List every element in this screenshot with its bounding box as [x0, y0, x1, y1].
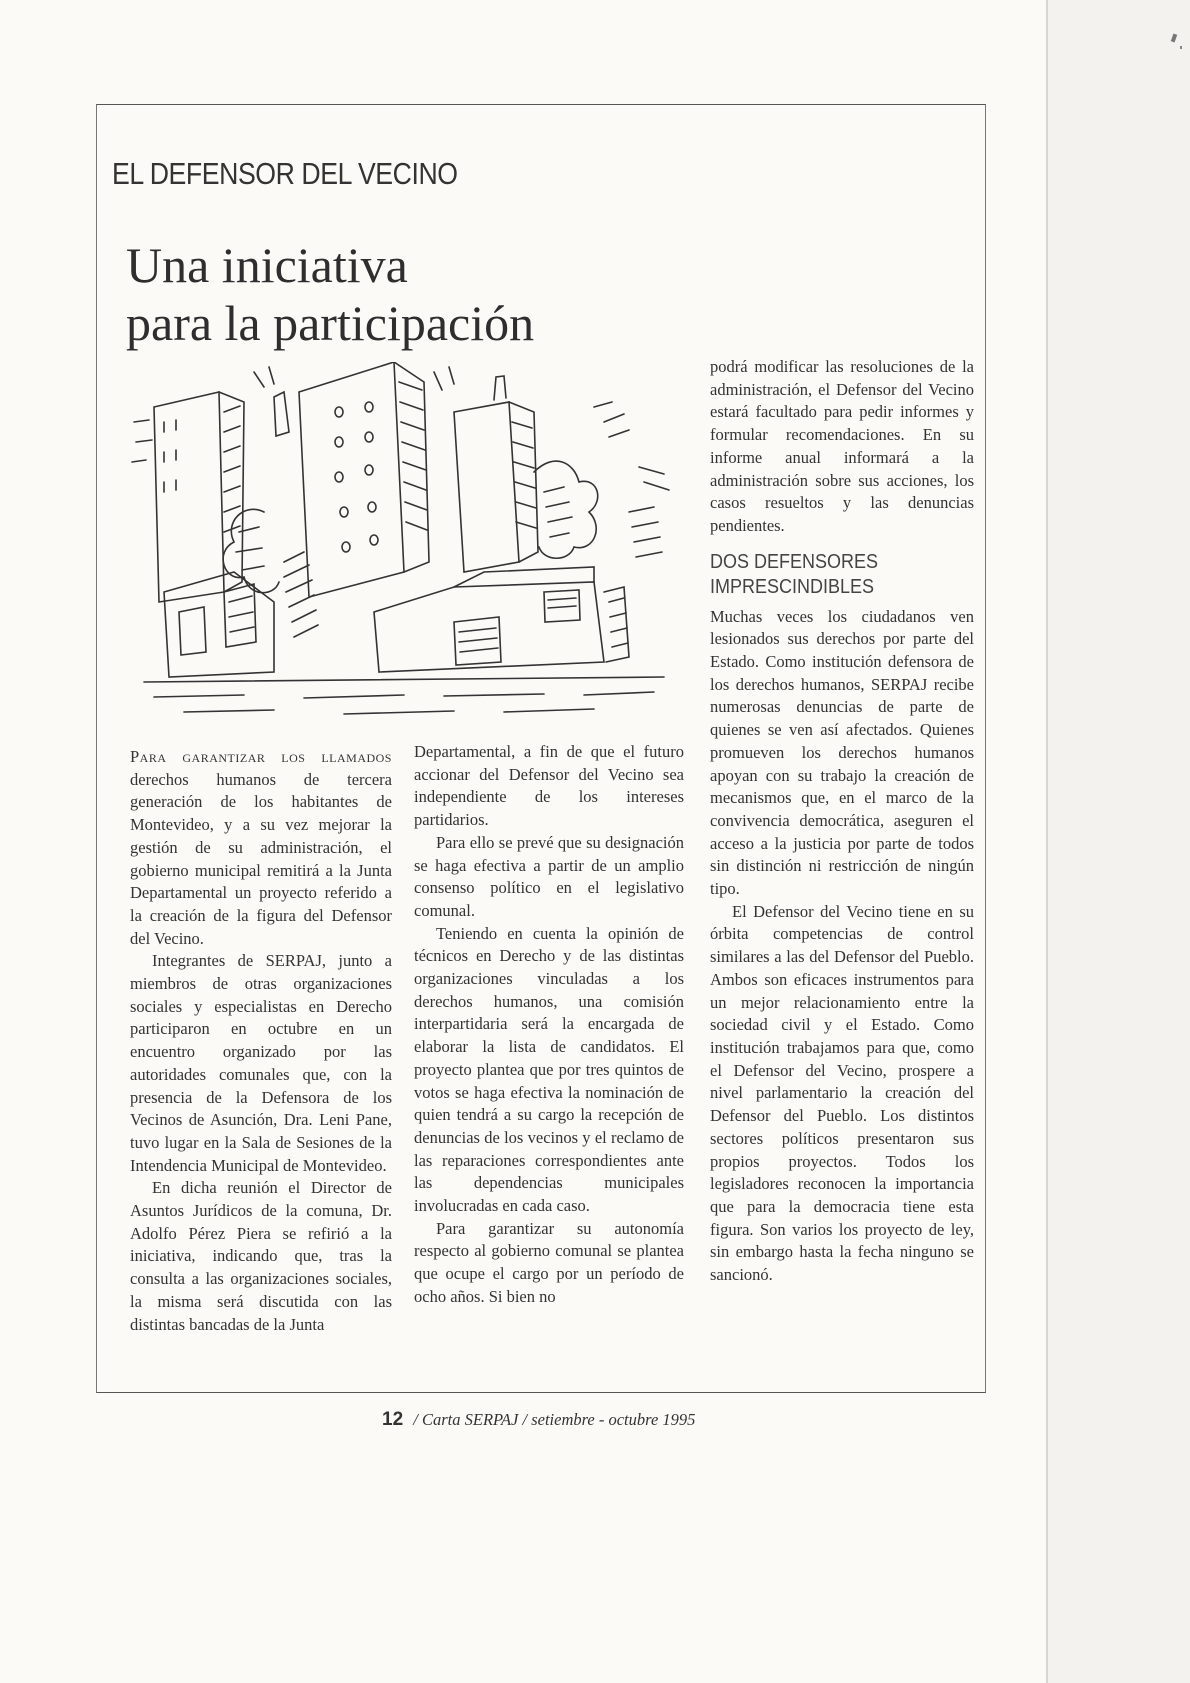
page-footer	[382, 1409, 695, 1431]
subheading	[710, 550, 948, 600]
paragraph: Integrantes de SERPAJ, junto a miembros de otras organizaciones sociales y especialistas en Derecho participaron en octubre en un encuentro organizado por las autoridades comunales que, con la presencia de la Defensora de los Vecinos de Asunción, Dra. Leni Pane, tuvo lugar en la Sala de Sesiones de la Intendencia Municipal de Montevideo.	[130, 951, 392, 1175]
article-headline	[126, 236, 534, 352]
city-buildings-sketch-icon	[124, 362, 684, 732]
headline-line-2: para la participación	[126, 295, 535, 351]
paragraph: Teniendo en cuenta la opinión de técnicos en Derecho y de las distintas organizaciones vinculadas a los derechos humanos, una comisión interpartidaria será la encargada de elaborar la lista de candidatos. El proyecto plantea que por tres quintos de votos se haga efectiva la nominación de quien tendrá a su cargo la recepción de denuncias de los vecinos y el reclamo de las reparaciones correspondientes ante las dependencias municipales involucradas en cada caso.	[414, 923, 684, 1216]
page-number: 12	[382, 1409, 404, 1430]
paragraph: Departamental, a fin de que el futuro accionar del Defensor del Vecino sea independiente de los intereses partidarios.	[414, 742, 684, 830]
paragraph: El Defensor del Vecino tiene en su órbita competencias de control similares a las del Defensor del Pueblo. Ambos son eficaces instrumentos para un mejor relacionamiento entre la sociedad civil y el Estado. Como institución trabajamos para que, como el Defensor del Vecino, prospere a nivel parlamentario la creación del Defensor del Pueblo. Los distintos sectores políticos presentaron sus propios proyectos. Todos los legisladores reconocen la importancia que para la democracia tiene esta figura. Son varios los proyecto de ley, sin embargo hasta la fecha ninguno se sancionó.	[710, 901, 974, 1285]
headline-line-1: Una iniciativa	[126, 237, 408, 293]
article-column-1	[130, 746, 392, 1336]
paragraph: En dicha reunión el Director de Asuntos Jurídicos de la comuna, Dr. Adolfo Pérez Piera se refirió a la iniciativa, indicando que, tras la consulta a las organizaciones sociales, la misma será discutida con las distintas bancadas de la Junta	[130, 1178, 392, 1334]
scan-speck	[1171, 34, 1177, 43]
paragraph: podrá modificar las resoluciones de la administración, el Defensor del Vecino estará facultado para pedir informes y formular recomendaciones. En su informe anual informará a la administración sobre sus acciones, los casos resueltos y las denuncias pendientes.	[710, 357, 974, 535]
paragraph: Muchas veces los ciudadanos ven lesionados sus derechos por parte del Estado. Como institución defensora de los derechos humanos, SERPAJ recibe numerosas denuncias de parte de quienes se ven así afectados. Quienes promueven los derechos humanos apoyan con su trabajo la creación de mecanismos que, en el marco de la convivencia democrática, aseguren el acceso a la justicia por parte de todos sin distinción ni restricción de ningún tipo.	[710, 606, 974, 899]
article-column-3	[710, 356, 974, 1287]
subheading-line-1: DOS DEFENSORES	[710, 550, 879, 573]
paragraph: Para garantizar su autonomía respecto al gobierno comunal se plantea que ocupe el cargo por un período de ocho años. Si bien no	[414, 1218, 684, 1306]
subheading-line-2: IMPRESCINDIBLES	[710, 575, 875, 598]
lead-in: Para garantizar los llamados	[130, 747, 392, 766]
article-column-2	[414, 741, 684, 1309]
paragraph: Para ello se prevé que su designación se haga efectiva a partir de un amplio consenso político en el legislativo comunal.	[414, 832, 684, 920]
scan-speck	[1180, 46, 1182, 49]
publication-line: / Carta SERPAJ / setiembre - octubre 1995	[413, 1410, 696, 1429]
section-kicker: EL DEFENSOR DEL VECINO	[112, 156, 458, 191]
paragraph: derechos humanos de tercera generación de los habitantes de Montevideo, y a su vez mejorar la gestión de su administración, el gobierno municipal remitirá a la Junta Departamental un proyecto referido a la creación de la figura del Defensor del Vecino.	[130, 769, 392, 948]
